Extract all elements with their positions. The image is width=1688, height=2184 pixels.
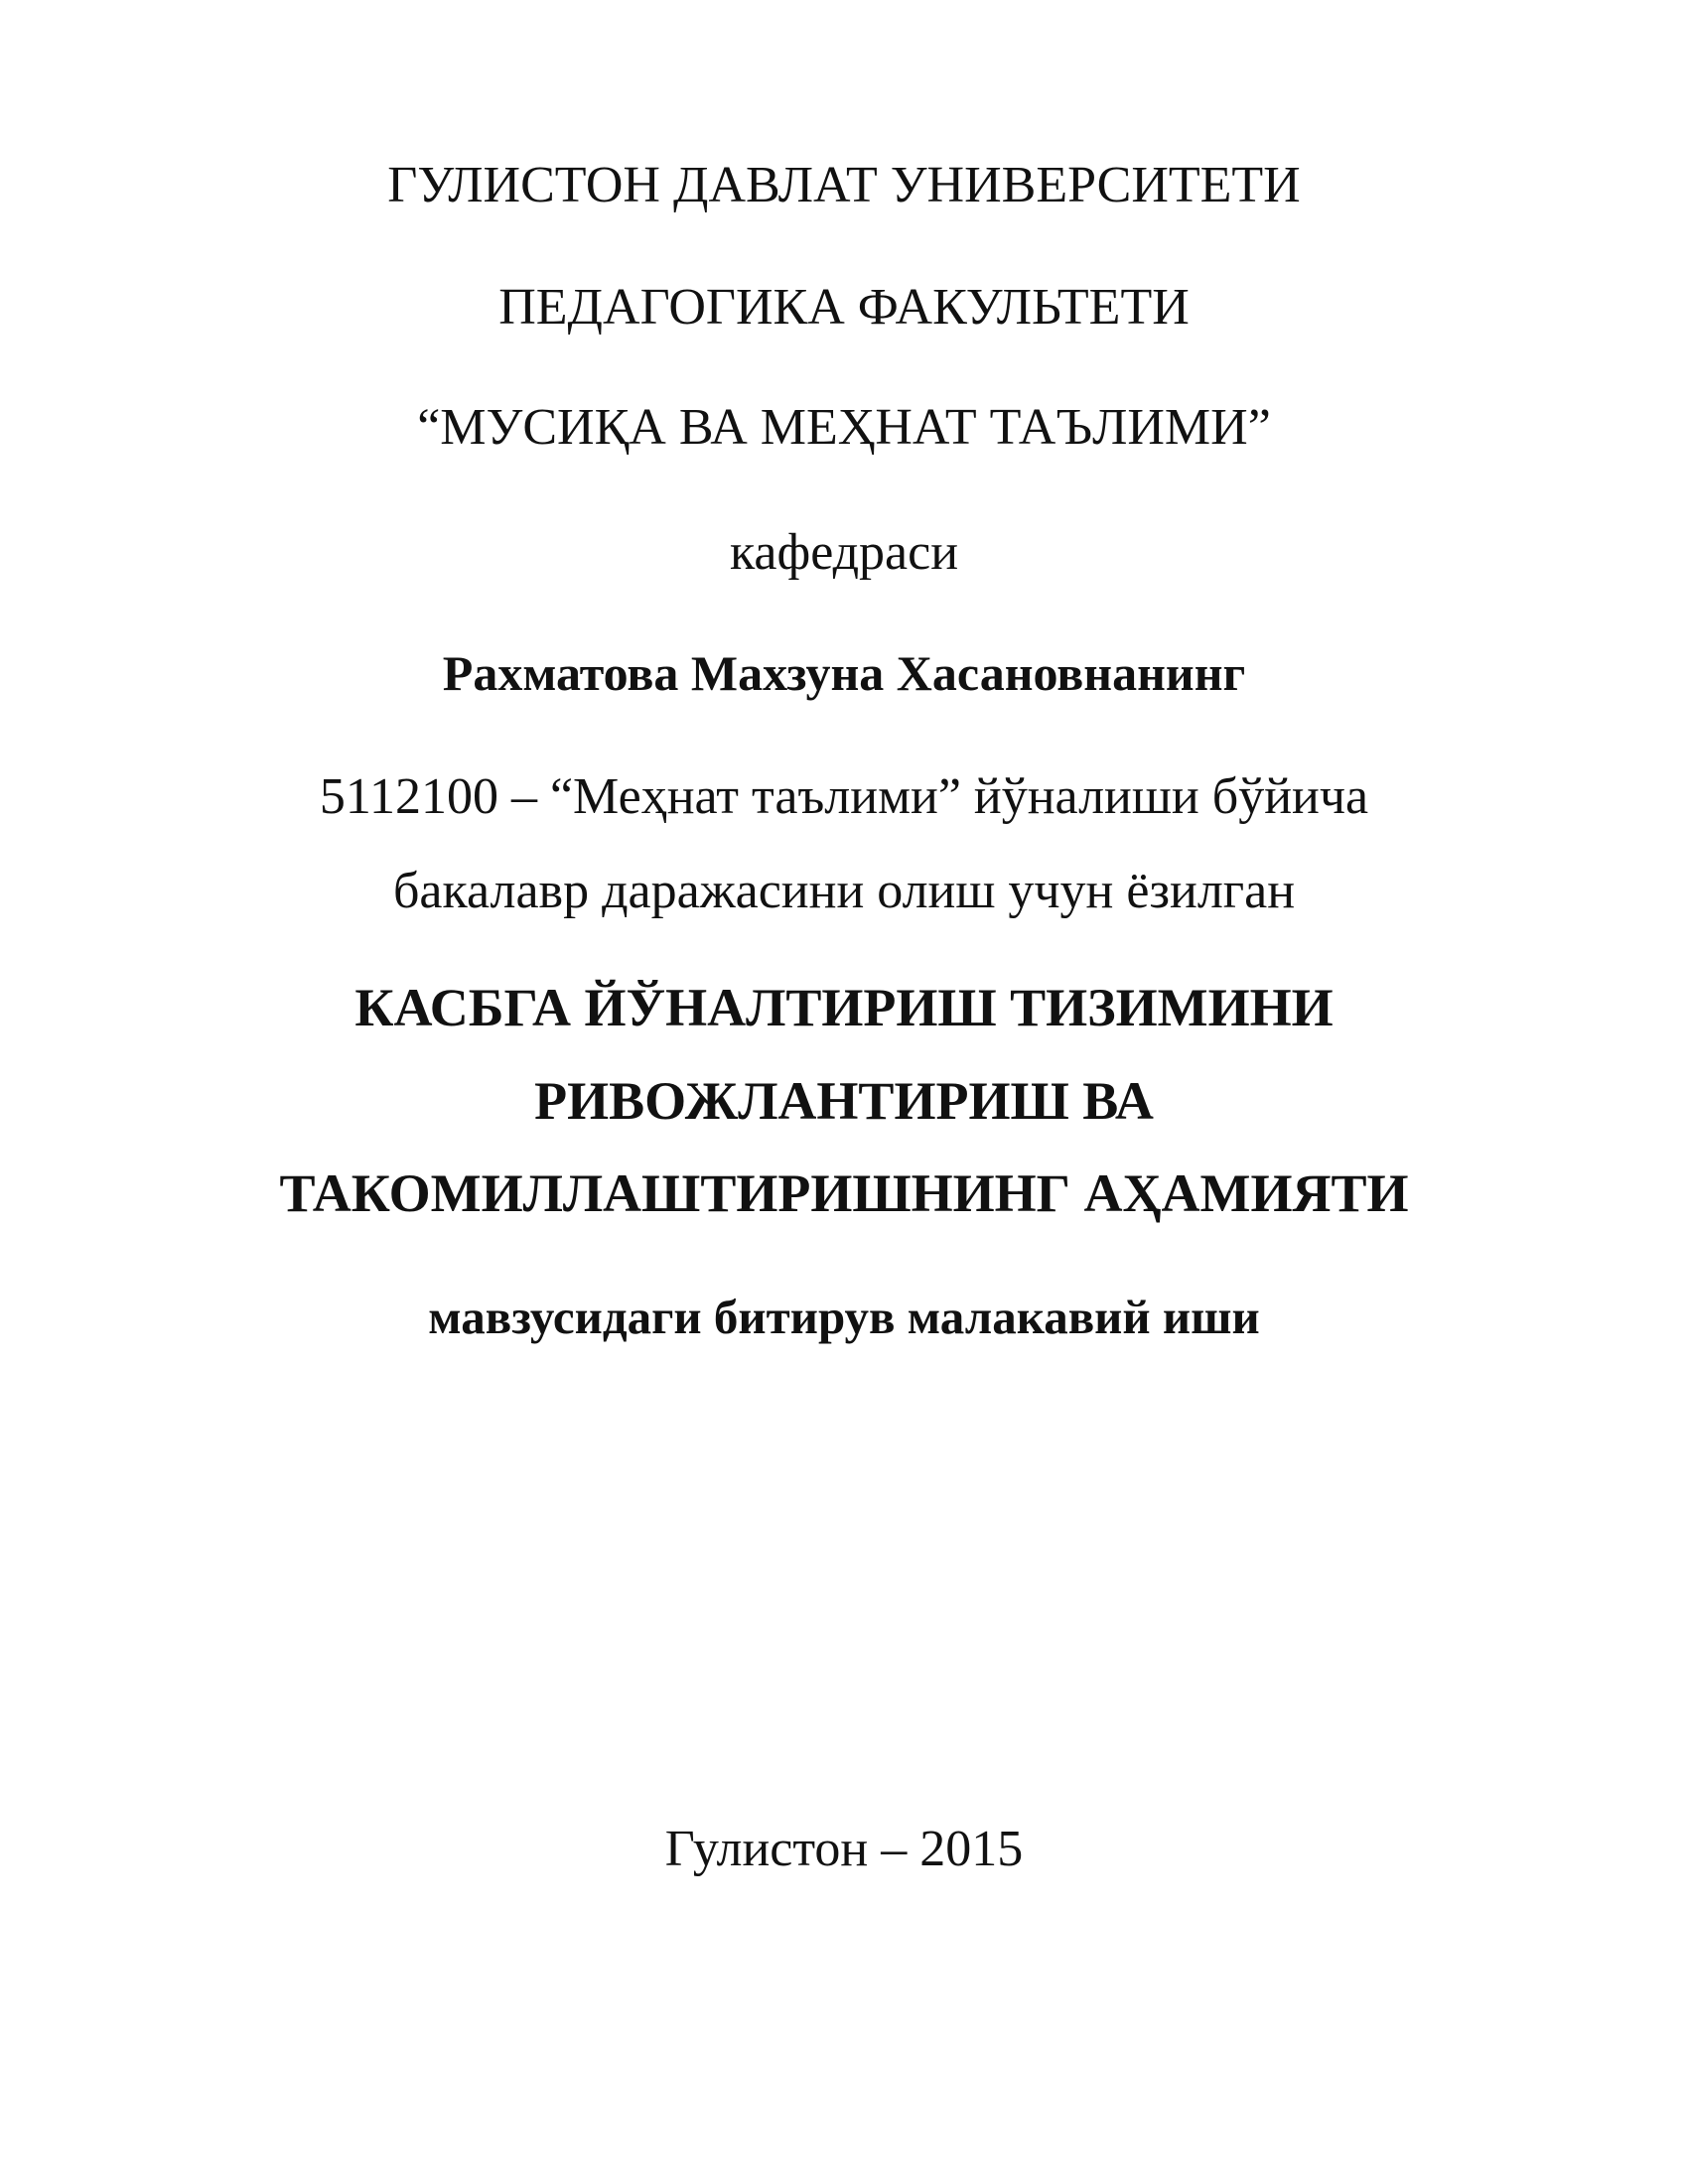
city-year: Гулистон – 2015 [664, 1821, 1024, 1877]
author-name: Рахматова Махзуна Хасановнанинг [442, 645, 1246, 701]
department-name: “МУСИҚА ВА МЕҲНАТ ТАЪЛИМИ” [417, 399, 1271, 456]
thesis-title-line: КАСБГА ЙЎНАЛТИРИШ ТИЗИМИНИ [354, 978, 1334, 1037]
department-label: кафедраси [729, 524, 959, 581]
study-direction: 5112100 – “Меҳнат таълими” йўналиши бўйича [319, 768, 1369, 825]
work-type: мавзусидаги битирув малакавий иши [428, 1290, 1260, 1344]
faculty-name: ПЕДАГОГИКА ФАКУЛЬТЕТИ [498, 279, 1190, 336]
university-name: ГУЛИСТОН ДАВЛАТ УНИВЕРСИТЕТИ [387, 157, 1301, 213]
thesis-title-line: РИВОЖЛАНТИРИШ ВА [534, 1071, 1154, 1131]
thesis-title-line: ТАКОМИЛЛАШТИРИШНИНГ АҲАМИЯТИ [279, 1163, 1409, 1223]
degree-statement: бакалавр даражасини олиш учун ёзилган [392, 863, 1296, 919]
